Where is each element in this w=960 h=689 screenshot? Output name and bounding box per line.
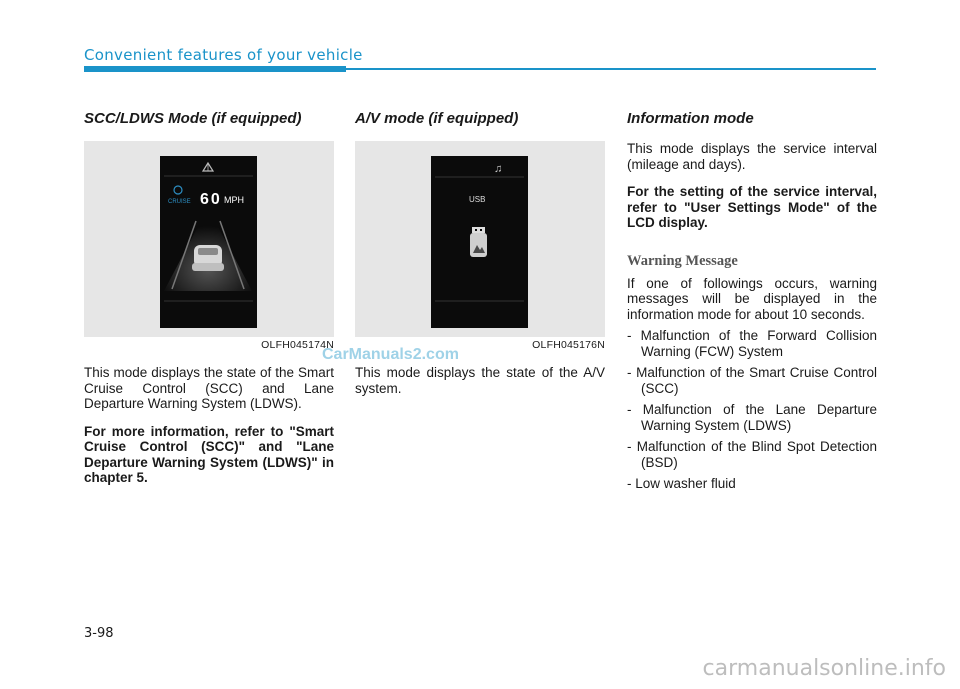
warning-message-description: If one of followings occurs, warning messages will be displayed in the information mode for about 10 seconds. [627, 275, 877, 322]
av-mode-description: This mode displays the state of the A/V system. [355, 365, 605, 396]
list-item: - Malfunction of the Blind Spot Detection (BSD) [627, 439, 877, 470]
list-item: - Low washer fluid [627, 476, 736, 491]
scc-ldws-title: SCC/LDWS Mode (if equipped) [84, 110, 302, 127]
page-number: 3-98 [84, 626, 114, 641]
column-scc-ldws [84, 108, 334, 486]
av-source-label: USB [469, 195, 486, 204]
list-item: - Malfunction of the Lane Departure Warning System (LDWS) [627, 402, 877, 433]
svg-text:♫: ♫ [494, 163, 503, 175]
usb-icon [470, 227, 487, 257]
music-note-icon [494, 163, 502, 175]
figure-code: OLFH045176N [532, 339, 605, 351]
header-rule-thick [84, 66, 346, 72]
list-item: - Malfunction of the Forward Collision Warning (FCW) System [627, 328, 877, 359]
header-rule-thin [346, 68, 876, 70]
figure-code: OLFH045174N [261, 339, 334, 351]
warning-list [627, 328, 877, 492]
av-mode-title: A/V mode (if equipped) [355, 110, 519, 127]
speed-unit: MPH [224, 195, 244, 205]
information-mode-description: This mode displays the service interval (mileage and days). [627, 141, 877, 172]
column-information-mode [627, 108, 877, 498]
warning-message-title: Warning Message [627, 252, 738, 269]
information-mode-title: Information mode [627, 110, 754, 127]
av-mode-figure [355, 141, 605, 337]
av-screen-illustration [355, 141, 605, 337]
speed-value: 60 [200, 191, 222, 208]
footer-watermark: carmanualsonline.info [702, 656, 946, 681]
list-item: - Malfunction of the Smart Cruise Control (SCC) [627, 365, 877, 396]
scc-ldws-reference: For more information, refer to "Smart Cruise Control (SCC)" and "Lane Departure Warning System (LDWS)" in chapter 5. [84, 423, 334, 485]
car-icon [192, 245, 224, 271]
scc-ldws-screen-illustration [84, 141, 334, 337]
cruise-label: CRUISE [168, 199, 191, 205]
scc-ldws-figure [84, 141, 334, 337]
section-header: Convenient features of your vehicle [84, 46, 363, 64]
scc-ldws-description: This mode displays the state of the Smart Cruise Control (SCC) and Lane Departure Warning System (LDWS). [84, 365, 334, 411]
site-watermark: CarManuals2.com [322, 346, 459, 363]
information-mode-reference: For the setting of the service interval, refer to "User Settings Mode" of the LCD display. [627, 184, 877, 230]
